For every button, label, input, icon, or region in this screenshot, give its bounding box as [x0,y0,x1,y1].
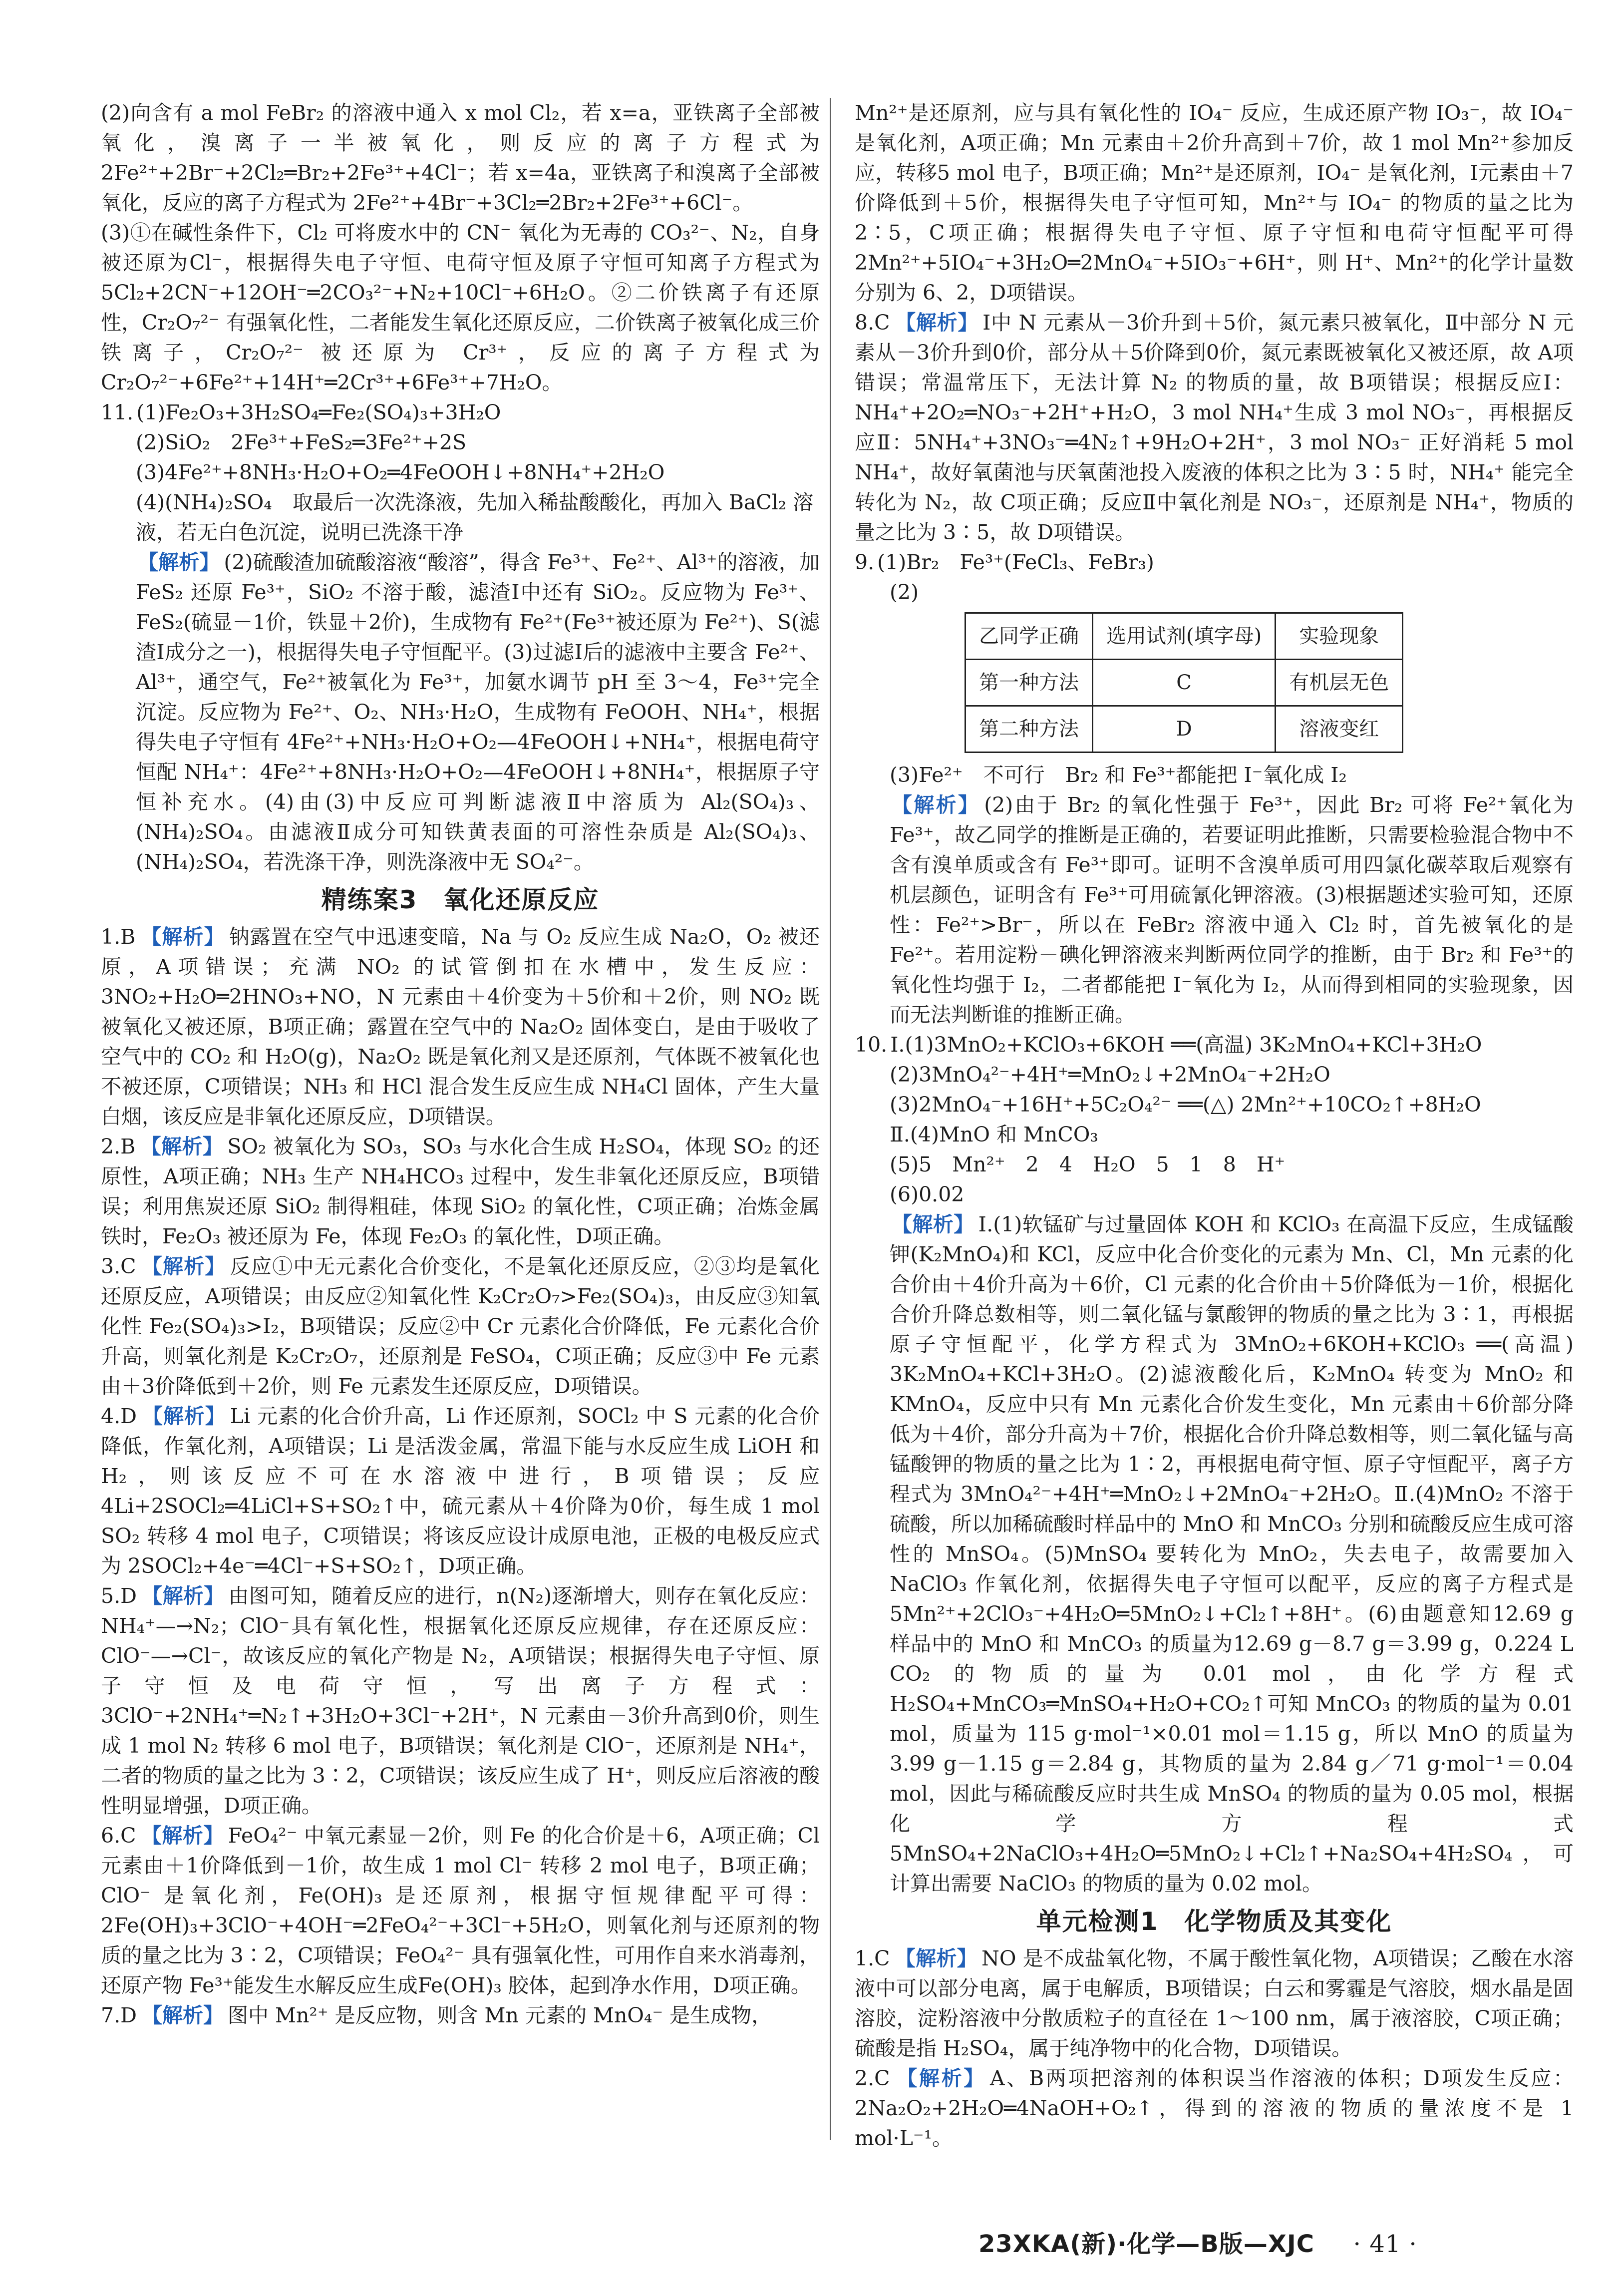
question-4 [101,1401,820,1581]
question-number: 5.D [101,1584,137,1608]
answer-line: (3)4Fe²⁺+8NH₃·H₂O+O₂═4FeOOH↓+8NH₄⁺+2H₂O [136,460,665,484]
explanation [855,790,1574,1030]
unit-question-1 [855,1943,1574,2063]
answer-line: (6)0.02 [890,1182,965,1206]
analysis-tag: 【解析】 [895,2066,986,2090]
table-cell: 有机层无色 [1276,660,1403,706]
explanation-text: 图中 Mn²⁺ 是反应物，则含 Mn 元素的 MnO₄⁻ 是生成物， [228,2003,772,2027]
question-9 [855,547,1574,1030]
book-code: 23XKA(新)·化学—B版—XJC [978,2230,1314,2258]
explanation-text: Li 元素的化合价升高，Li 作还原剂，SOCl₂ 中 S 元素的化合价降低，作氧化剂，A项错误；Li 是活泼金属，常温下能与水反应生成 LiOH 和 H₂，则该反应不可在水溶液中进行，B项错误；反应 4Li+2SOCl₂═4LiCl+S+SO₂↑中，硫元素从＋4价降为0价，每生成 1 mol SO₂ 转移 4 mol 电子，C项错误；将该反应设计成原电池，正极的电极反应式为 2SOCl₂+4e⁻═4Cl⁻+S+SO₂↑，D项正确。 [101,1404,820,1578]
analysis-tag: 【解析】 [140,1135,224,1158]
answer-line: (1)Fe₂O₃+3H₂SO₄═Fe₂(SO₄)₃+3H₂O [136,400,501,424]
explanation-text: (2)由于 Br₂ 的氧化性强于 Fe³⁺，因此 Br₂ 可将 Fe²⁺氧化为 Fe³⁺，故乙同学的推断是正确的，若要证明此推断，只需要检验混合物中不含有溴单质或含有 Fe³⁺即可。证明不含溴单质可用四氯化碳萃取后观察有机层颜色，证明含有 Fe³⁺可用硫氰化钾溶液。(3)根据题述实验可知，还原性：Fe²⁺>Br⁻，所以在 FeBr₂ 溶液中通入 Cl₂ 时，首先被氧化的是 Fe²⁺。若用淀粉－碘化钾溶液来判断两位同学的推断，由于 Br₂ 和 Fe³⁺的氧化性均强于 I₂，二者都能把 I⁻氧化为 I₂，从而得到相同的实验现象，因而无法判断谁的推断正确。 [890,793,1574,1027]
analysis-tag: 【解析】 [142,2003,224,2027]
explanation [101,547,820,877]
table-header-cell: 选用试剂(填字母) [1093,613,1276,660]
question-number: 1.C [855,1946,890,1970]
question-number: 3.C [101,1254,136,1278]
explanation-text: 反应①中无元素化合价变化，不是氧化还原反应，②③均是氧化还原反应，A项错误；由反应②知氧化性 K₂Cr₂O₇>Fe₂(SO₄)₃，由反应③知氧化性 Fe₂(SO₄)₃>I₂，B项错误；反应②中 Cr 元素化合价降低，Fe 元素化合价升高，则氧化剂是 K₂Cr₂O₇，还原剂是 FeSO₄，C项正确；反应③中 Fe 元素由＋3价降低到＋2价，则 Fe 元素发生还原反应，D项错误。 [101,1254,820,1398]
column-divider [830,98,831,2140]
answer-line: (2)SiO₂ 2Fe³⁺+FeS₂═3Fe²⁺+2S [136,430,467,454]
analysis-tag: 【解析】 [138,550,220,574]
question-number: 8.C [855,311,890,335]
question-number: 10. [855,1033,888,1057]
table-cell: D [1093,706,1276,753]
table-header-row [966,613,1403,660]
table-row [966,660,1403,706]
page-footer [978,2225,1518,2259]
explanation-text: 由图可知，随着反应的进行，n(N₂)逐渐增大，则存在氧化反应：NH₄⁺—→N₂；ClO⁻具有氧化性，根据氧化还原反应规律，存在还原反应：ClO⁻—→Cl⁻，故该反应的氧化产物是 N₂，A项错误；根据得失电子守恒、原子守恒及电荷守恒，写出离子方程式：3ClO⁻+2NH₄⁺═N₂↑+3H₂O+3Cl⁻+2H⁺，N 元素由－3价升高到0价，则生成 1 mol N₂ 转移 6 mol 电子，B项错误；氧化剂是 ClO⁻，还原剂是 NH₄⁺，二者的物质的量之比为 3∶2，C项错误；该反应生成了 H⁺，则反应后溶液的酸性明显增强，D项正确。 [101,1584,820,1818]
question-8 [855,308,1574,547]
paragraph-feBr2-chlorine: (2)向含有 a mol FeBr₂ 的溶液中通入 x mol Cl₂，若 x=a，亚铁离子全部被氧化，溴离子一半被氧化，则反应的离子方程式为 2Fe²⁺+2Br⁻+2Cl₂═Br₂+2Fe³⁺+4Cl⁻；若 x=4a，亚铁离子和溴离子全部被氧化，反应的离子方程式为 2Fe²⁺+4Br⁻+3Cl₂═2Br₂+2Fe³⁺+6Cl⁻。 [101,101,820,215]
analysis-tag: 【解析】 [142,1404,226,1428]
explanation-text: Ⅰ.(1)软锰矿与过量固体 KOH 和 KClO₃ 在高温下反应，生成锰酸钾(K₂MnO₄)和 KCl，反应中化合价变化的元素为 Mn、Cl，Mn 元素的化合价由＋4价升高为＋6价，Cl 元素的化合价由＋5价降低为－1价，根据化合价升降总数相等，则二氧化锰与氯酸钾的物质的量之比为 3∶1，再根据原子守恒配平，化学方程式为 3MnO₂+6KOH+KClO₃ ══(高温) 3K₂MnO₄+KCl+3H₂O。(2)滤液酸化后，K₂MnO₄ 转变为 MnO₂ 和 KMnO₄，反应中只有 Mn 元素化合价发生变化，Mn 元素由＋6价部分降低为＋4价，部分升高为＋7价，根据化合价升降总数相等，则二氧化锰与高锰酸钾的物质的量之比为 1∶2，再根据电荷守恒、原子守恒配平，离子方程式为 3MnO₄²⁻+4H⁺═MnO₂↓+2MnO₄⁻+2H₂O。Ⅱ.(4)MnO₂ 不溶于硫酸，所以加稀硫酸时样品中的 MnO 和 MnCO₃ 分别和硫酸反应生成可溶性的 MnSO₄。(5)MnSO₄ 要转化为 MnO₂，失去电子，故需要加入 NaClO₃ 作氧化剂，依据得失电子守恒可以配平，反应的离子方程式是 5Mn²⁺+2ClO₃⁻+4H₂O═5MnO₂↓+Cl₂↑+8H⁺。(6)由题意知12.69 g 样品中的 MnO 和 MnCO₃ 的质量为12.69 g－8.7 g＝3.99 g，0.224 L CO₂ 的物质的量为 0.01 mol，由化学方程式 H₂SO₄+MnCO₃═MnSO₄+H₂O+CO₂↑可知 MnCO₃ 的物质的量为 0.01 mol，质量为 115 g·mol⁻¹×0.01 mol＝1.15 g，所以 MnO 的质量为 3.99 g－1.15 g＝2.84 g，其物质的量为 2.84 g／71 g·mol⁻¹＝0.04 mol，因此与稀硫酸反应时共生成 MnSO₄ 的物质的量为 0.05 mol，根据化学方程式 5MnSO₄+2NaClO₃+4H₂O═5MnO₂↓+Cl₂↑+Na₂SO₄+4H₂SO₄，可计算出需要 NaClO₃ 的物质的量为 0.02 mol。 [890,1212,1574,1896]
answer-line: (4)(NH₄)₂SO₄ 取最后一次洗涤液，先加入稀盐酸酸化，再加入 BaCl₂ 溶液，若无白色沉淀，说明已洗涤干净 [136,490,814,544]
table-header-cell: 实验现象 [1276,613,1403,660]
analysis-tag: 【解析】 [141,1254,226,1278]
table-row [966,706,1403,753]
question-6 [101,1821,820,2000]
table-cell: 第二种方法 [966,706,1093,753]
question-10 [855,1030,1574,1899]
explanation-text: Ⅰ中 N 元素从－3价升到＋5价，氮元素只被氧化，Ⅱ中部分 N 元素从－3价升到0价，部分从＋5价降到0价，氮元素既被氧化又被还原，故 A项错误；常温常压下，无法计算 N₂ 的物质的量，故 B项错误；根据反应Ⅰ：NH₄⁺+2O₂═NO₃⁻+2H⁺+H₂O，3 mol NH₄⁺生成 3 mol NO₃⁻，再根据反应Ⅱ：5NH₄⁺+3NO₃⁻═4N₂↑+9H₂O+2H⁺，3 mol NO₃⁻ 正好消耗 5 mol NH₄⁺，故好氧菌池与厌氧菌池投入废液的体积之比为 3∶5 时，NH₄⁺ 能完全转化为 N₂，故 C项正确；反应Ⅱ中氧化剂是 NO₃⁻，还原剂是 NH₄⁺，物质的量之比为 3∶5，故 D项错误。 [855,311,1574,544]
question-3 [101,1251,820,1401]
unit-question-2 [855,2063,1574,2153]
question-5 [101,1581,820,1821]
question-11 [101,397,820,877]
analysis-tag: 【解析】 [140,925,225,949]
analysis-tag: 【解析】 [895,311,979,335]
question-number: 1.B [101,925,136,949]
table-cell: C [1093,660,1276,706]
answer-label: (2) [890,580,919,604]
answer-line: (3)2MnO₄⁻+16H⁺+5C₂O₄²⁻ ══(△) 2Mn²⁺+10CO₂↑+8H₂O [890,1093,1481,1117]
question-1 [101,922,820,1132]
right-column [855,98,1574,2153]
table-cell: 溶液变红 [1276,706,1403,753]
analysis-tag: 【解析】 [142,1584,225,1608]
question-2 [101,1132,820,1251]
answer-line: (1)Br₂ Fe³⁺(FeCl₃、FeBr₃) [877,550,1154,574]
analysis-tag: 【解析】 [892,1212,974,1236]
table-cell: 第一种方法 [966,660,1093,706]
paragraph-cyanide-oxidation: (3)①在碱性条件下，Cl₂ 可将废水中的 CN⁻ 氧化为无毒的 CO₃²⁻、N₂，自身被还原为Cl⁻，根据得失电子守恒、电荷守恒及原子守恒可知离子方程式为 5Cl₂+2CN⁻+12OH⁻═2CO₃²⁻+N₂+10Cl⁻+6H₂O。②二价铁离子有还原性，Cr₂O₇²⁻ 有强氧化性，二者能发生氧化还原反应，二价铁离子被氧化成三价铁离子，Cr₂O₇²⁻ 被还原为 Cr³⁺，反应的离子方程式为 Cr₂O₇²⁻+6Fe²⁺+14H⁺═2Cr³⁺+6Fe³⁺+7H₂O。 [101,221,820,394]
page-number: · 41 · [1353,2230,1417,2258]
question-7 [101,2000,820,2030]
section-title: 单元检测1 化学物质及其变化 [1036,1907,1392,1936]
left-column [101,98,820,2030]
question-number: 4.D [101,1404,137,1428]
section-title: 精练案3 氧化还原反应 [321,885,600,914]
analysis-tag: 【解析】 [892,793,980,817]
answer-line: Ⅱ.(4)MnO 和 MnCO₃ [890,1123,1098,1147]
answer-line: (2)3MnO₄²⁻+4H⁺═MnO₂↓+2MnO₄⁻+2H₂O [890,1063,1330,1087]
question-number: 11. [101,400,134,424]
question-number: 6.C [101,1824,136,1848]
explanation [855,1209,1574,1899]
explanation-text: NO 是不成盐氧化物，不属于酸性氧化物，A项错误；乙酸在水溶液中可以部分电离，属于电解质，B项错误；白云和雾霾是气溶胶，烟水晶是固溶胶，淀粉溶液中分散质粒子的直径在 1～100 nm，属于液溶胶，C项正确；硫酸是指 H₂SO₄，属于纯净物中的化合物，D项错误。 [855,1946,1574,2060]
explanation-text: A、B两项把溶剂的体积误当作溶液的体积；D项发生反应：2Na₂O₂+2H₂O═4NaOH+O₂↑，得到的溶液的物质的量浓度不是 1 mol·L⁻¹。 [855,2066,1574,2150]
explanation-text: SO₂ 被氧化为 SO₃，SO₃ 与水化合生成 H₂SO₄，体现 SO₂ 的还原性，A项正确；NH₃ 生产 NH₄HCO₃ 过程中，发生非氧化还原反应，B项错误；利用焦炭还原 SiO₂ 制得粗硅，体现 SiO₂ 的氧化性，C项正确；冶炼金属铁时，Fe₂O₃ 被还原为 Fe，体现 Fe₂O₃ 的氧化性，D项正确。 [101,1135,820,1248]
analysis-tag: 【解析】 [895,1946,977,1970]
explanation-text: 钠露置在空气中迅速变暗，Na 与 O₂ 反应生成 Na₂O，O₂ 被还原，A项错误；充满 NO₂ 的试管倒扣在水槽中，发生反应：3NO₂+H₂O═2HNO₃+NO，N 元素由＋4价变为＋5价和＋2价，则 NO₂ 既被氧化又被还原，B项正确；露置在空气中的 Na₂O₂ 固体变白，是由于吸收了空气中的 CO₂ 和 H₂O(g)，Na₂O₂ 既是氧化剂又是还原剂，气体既不被氧化也不被还原，C项错误；NH₃ 和 HCl 混合发生反应生成 NH₄Cl 固体，产生大量白烟，该反应是非氧化还原反应，D项错误。 [101,925,820,1129]
answer-line: (5)5 Mn²⁺ 2 4 H₂O 5 1 8 H⁺ [890,1152,1286,1176]
paragraph-q7-continued: Mn²⁺是还原剂，应与具有氧化性的 IO₄⁻ 反应，生成还原产物 IO₃⁻，故 IO₄⁻ 是氧化剂，A项正确；Mn 元素由＋2价升高到＋7价，故 1 mol Mn²⁺参加反应，转移5 mol 电子，B项正确；Mn²⁺是还原剂，IO₄⁻ 是氧化剂，I元素由＋7价降低到＋5价，根据得失电子守恒可知，Mn²⁺与 IO₄⁻ 的物质的量之比为 2∶5，C项正确；根据得失电子守恒、原子守恒和电荷守恒配平可得 2Mn²⁺+5IO₄⁻+3H₂O═2MnO₄⁻+5IO₃⁻+6H⁺，则 H⁺、Mn²⁺的化学计量数分别为 6、2，D项错误。 [855,101,1574,305]
answer-line: (3)Fe²⁺ 不可行 Br₂ 和 Fe³⁺都能把 I⁻氧化成 I₂ [890,763,1347,787]
question-number: 9. [855,550,875,574]
question-number: 7.D [101,2003,137,2027]
analysis-tag: 【解析】 [141,1824,224,1848]
question-number: 2.C [855,2066,890,2090]
answer-line: Ⅰ.(1)3MnO₂+KClO₃+6KOH ══(高温) 3K₂MnO₄+KCl+3H₂O [890,1033,1482,1057]
question-number: 2.B [101,1135,136,1158]
table-header-cell: 乙同学正确 [966,613,1093,660]
explanation-text: FeO₄²⁻ 中氧元素显－2价，则 Fe 的化合价是＋6，A项正确；Cl 元素由＋1价降低到－1价，故生成 1 mol Cl⁻ 转移 2 mol 电子，B项正确；ClO⁻ 是氧化剂，Fe(OH)₃ 是还原剂，根据守恒规律配平可得：2Fe(OH)₃+3ClO⁻+4OH⁻═2FeO₄²⁻+3Cl⁻+5H₂O，则氧化剂与还原剂的物质的量之比为 3∶2，C项错误；FeO₄²⁻ 具有强氧化性，可用作自来水消毒剂，还原产物 Fe³⁺能发生水解反应生成Fe(OH)₃ 胶体，起到净水作用，D项正确。 [101,1824,820,1997]
experiment-table [965,612,1403,753]
explanation-text: (2)硫酸渣加硫酸溶液“酸溶”，得含 Fe³⁺、Fe²⁺、Al³⁺的溶液，加 FeS₂ 还原 Fe³⁺，SiO₂ 不溶于酸，滤渣Ⅰ中还有 SiO₂。反应物为 Fe³⁺、FeS₂(硫显－1价，铁显＋2价)，生成物有 Fe²⁺(Fe³⁺被还原为 Fe²⁺)、S(滤渣Ⅰ成分之一)，根据得失电子守恒配平。(3)过滤Ⅰ后的滤液中主要含 Fe²⁺、Al³⁺，通空气，Fe²⁺被氧化为 Fe³⁺，加氨水调节 pH 至 3～4，Fe³⁺完全沉淀。反应物为 Fe²⁺、O₂、NH₃·H₂O，生成物有 FeOOH、NH₄⁺，根据得失电子守恒有 4Fe²⁺+NH₃·H₂O+O₂—4FeOOH↓+NH₄⁺，根据电荷守恒配 NH₄⁺：4Fe²⁺+8NH₃·H₂O+O₂—4FeOOH↓+8NH₄⁺，根据原子守恒补充水。(4)由(3)中反应可判断滤液Ⅱ中溶质为 Al₂(SO₄)₃、(NH₄)₂SO₄。由滤液Ⅱ成分可知铁黄表面的可溶性杂质是 Al₂(SO₄)₃、(NH₄)₂SO₄，若洗涤干净，则洗涤液中无 SO₄²⁻。 [136,550,820,874]
